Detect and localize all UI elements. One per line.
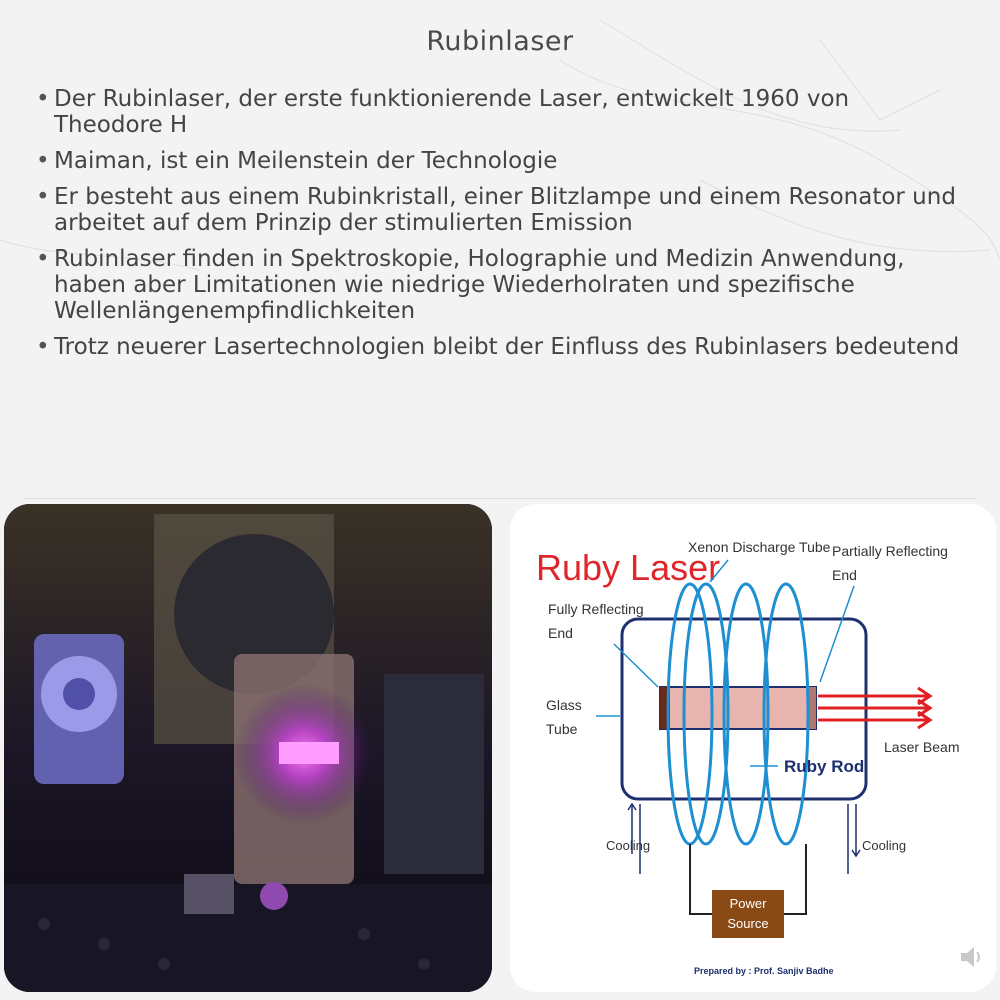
speaker-icon[interactable] <box>958 942 986 972</box>
label-partial-1: Partially Reflecting <box>832 543 948 559</box>
label-cooling-left: Cooling <box>606 838 651 853</box>
label-cooling-right: Cooling <box>862 838 907 853</box>
label-full-2: End <box>548 625 573 641</box>
label-ruby-rod: Ruby Rod <box>784 757 865 776</box>
bullet-item: • Maiman, ist ein Meilenstein der Technologie <box>34 148 964 174</box>
bullet-item: • Der Rubinlaser, der erste funktionierende Laser, entwickelt 1960 von Theodore H <box>34 86 964 138</box>
label-full-1: Fully Reflecting <box>548 601 644 617</box>
label-partial-2: End <box>832 567 857 583</box>
label-glass-1: Glass <box>546 697 582 713</box>
label-xenon: Xenon Discharge Tube <box>688 539 831 555</box>
bullet-item: • Rubinlaser finden in Spektroskopie, Holographie und Medizin Anwendung, haben aber Limitationen wie niedrige Wiederholraten und spezifische Wellenlängenempfindlichkeiten <box>34 246 964 324</box>
divider <box>24 498 976 499</box>
bullet-item: • Trotz neuerer Lasertechnologien bleibt der Einfluss des Rubinlasers bedeutend <box>34 334 964 360</box>
diagram-title: Ruby Laser <box>536 547 721 588</box>
bullet-item: • Er besteht aus einem Rubinkristall, einer Blitzlampe und einem Resonator und arbeitet auf dem Prinzip der stimulierten Emission <box>34 184 964 236</box>
ruby-laser-diagram <box>510 504 996 992</box>
slide-title: Rubinlaser <box>426 26 574 57</box>
label-power-2: Source <box>727 916 769 931</box>
bullet-list <box>34 86 964 370</box>
label-power-1: Power <box>729 896 767 911</box>
laser-photo <box>4 504 492 992</box>
label-glass-2: Tube <box>546 721 578 737</box>
label-laser-beam: Laser Beam <box>884 739 960 755</box>
laser-beam-arrows <box>818 688 930 728</box>
credit-text: Prepared by : Prof. Sanjiv Badhe <box>694 966 834 976</box>
